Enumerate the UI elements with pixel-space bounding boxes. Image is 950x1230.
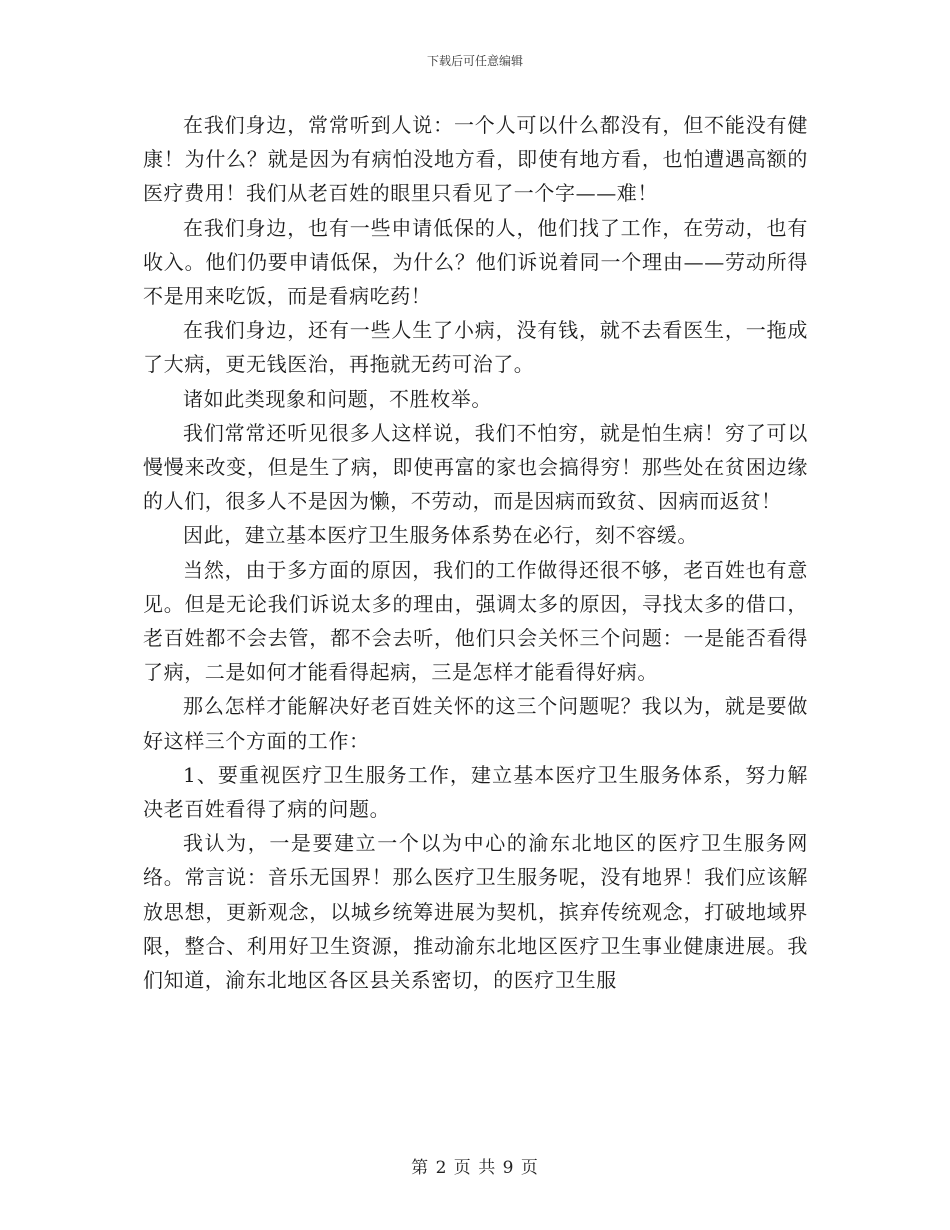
paragraph: 1、要重视医疗卫生服务工作，建立基本医疗卫生服务体系，努力解决老百姓看得了病的问题。: [143, 762, 808, 822]
page-header: 下载后可任意编辑: [426, 54, 523, 68]
paragraph: 因此，建立基本医疗卫生服务体系势在必行，刻不容缓。: [183, 523, 698, 548]
paragraph: 在我们身边，也有一些申请低保的人，他们找了工作，在劳动，也有收入。他们仍要申请低保，为什么？他们诉说着同一个理由——劳动所得不是用来吃饭，而是看病吃药！: [143, 215, 808, 309]
paragraph: 我认为，一是要建立一个以为中心的渝东北地区的医疗卫生服务网络。常言说：音乐无国界！那么医疗卫生服务呢，没有地界！我们应该解放思想，更新观念，以城乡统筹进展为契机，摈弃传统观念，打破地域界限，整合、利用好卫生资源，推动渝东北地区医疗卫生事业健康进展。我们知道，渝东北地区各区县关系密切，的医疗卫生服: [143, 831, 808, 993]
document-body: [143, 108, 808, 997]
page-number-footer: 第 2 页 共 9 页: [411, 1158, 539, 1178]
paragraph: 当然，由于多方面的原因，我们的工作做得还很不够，老百姓也有意见。但是无论我们诉说太多的理由，强调太多的原因，寻找太多的借口，老百姓都不会去管，都不会去听，他们只会关怀三个问题：一是能否看得了病，二是如何才能看得起病，三是怎样才能看得好病。: [143, 557, 808, 685]
paragraph: 在我们身边，常常听到人说：一个人可以什么都没有，但不能没有健康！为什么？就是因为有病怕没地方看，即使有地方看，也怕遭遇高额的医疗费用！我们从老百姓的眼里只看见了一个字——难！: [143, 113, 808, 206]
paragraph: 我们常常还听见很多人这样说，我们不怕穷，就是怕生病！穷了可以慢慢来改变，但是生了病，即使再富的家也会搞得穷！那些处在贫困边缘的人们，很多人不是因为懒，不劳动，而是因病而致贫、因病而返贫！: [143, 420, 808, 514]
paragraph: 在我们身边，还有一些人生了小病，没有钱，就不去看医生，一拖成了大病，更无钱医治，再拖就无药可治了。: [143, 318, 808, 377]
paragraph: 诸如此类现象和问题，不胜枚举。: [183, 386, 492, 411]
paragraph: 那么怎样才能解决好老百姓关怀的这三个问题呢？我以为，就是要做好这样三个方面的工作：: [143, 694, 808, 753]
